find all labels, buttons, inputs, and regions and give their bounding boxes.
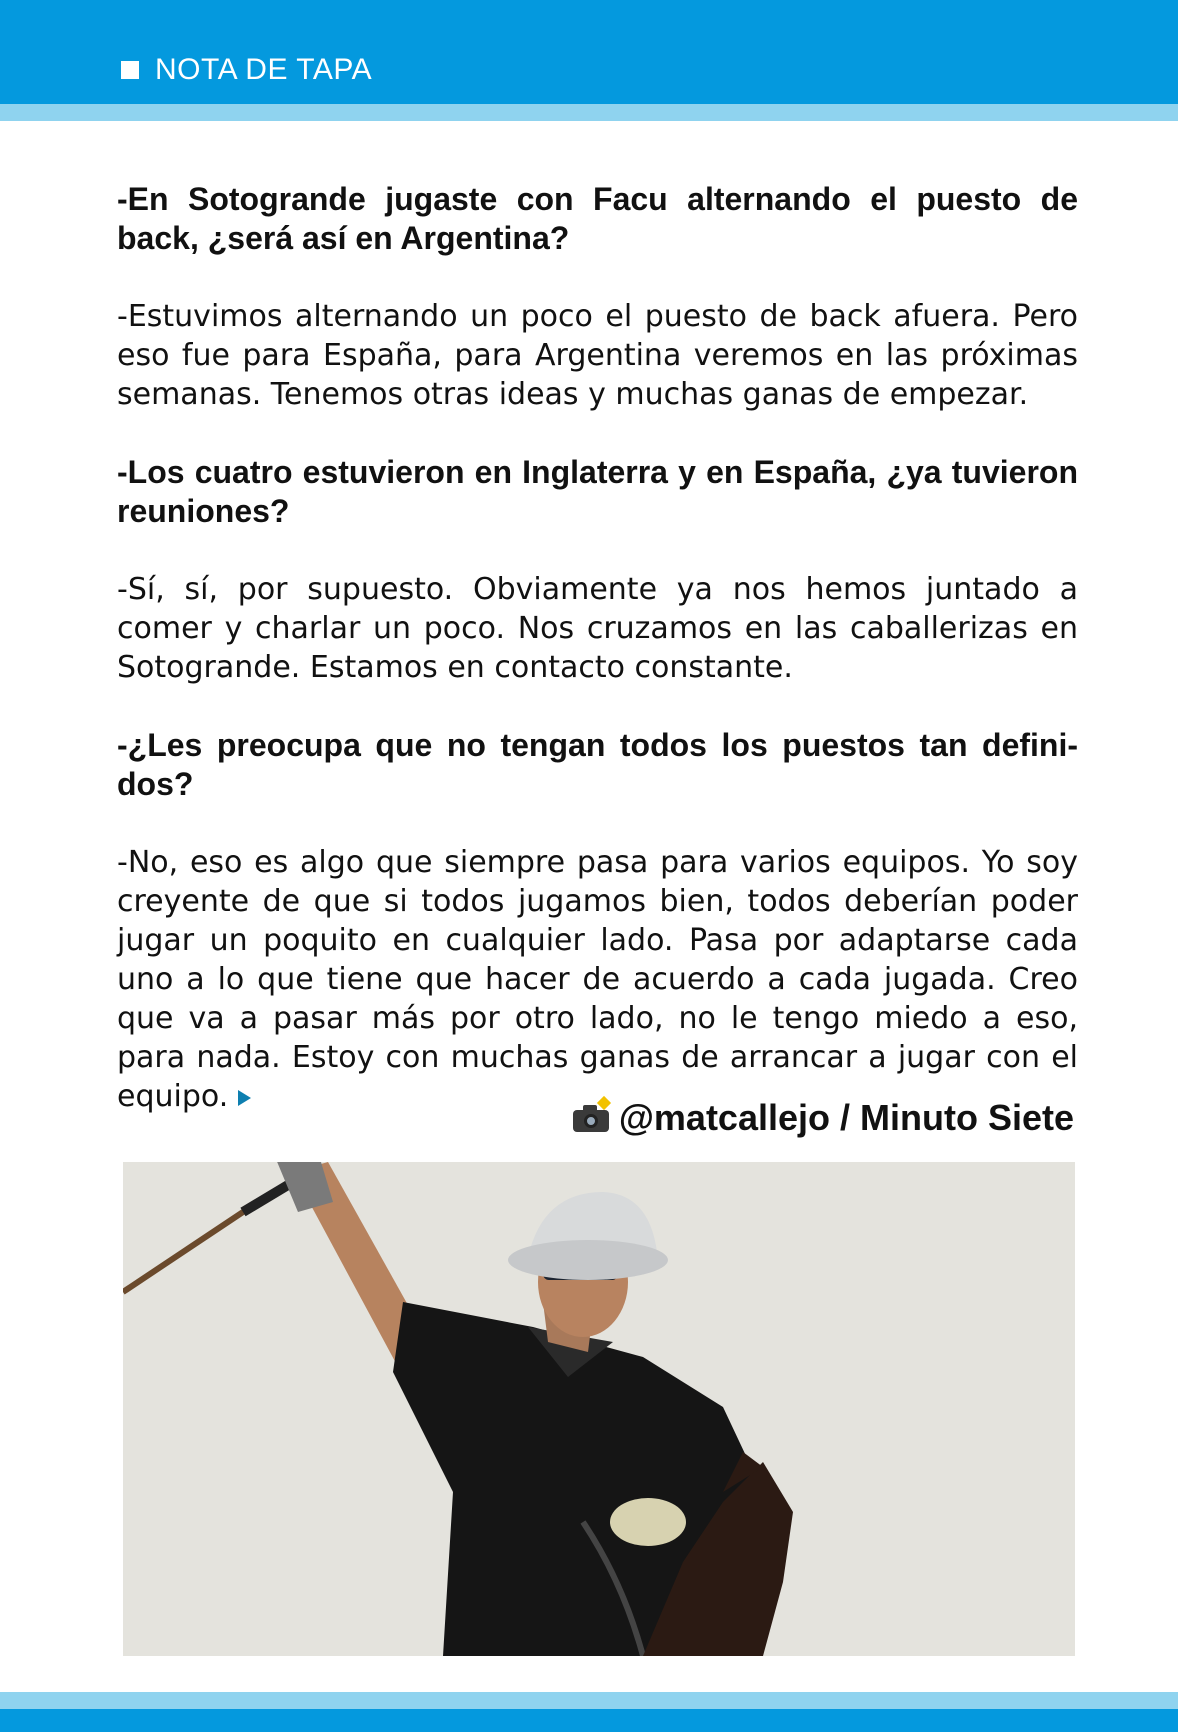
- answer-2: -Sí, sí, por supuesto. Obviamente ya nos hemos juntado a comer y charlar un poco. Nos cruzamos en las caballerizas en Sotogrande. Estamos en contacto constante.: [117, 572, 1078, 685]
- section-label-text: NOTA DE TAPA: [155, 53, 373, 86]
- question-2: -Los cuatro estuvieron en Inglaterra y en España, ¿ya tuvieron reuniones?: [117, 454, 1078, 529]
- photo-credit: [573, 1097, 1074, 1139]
- triangle-right-icon: [238, 1090, 251, 1106]
- answer-3-text: -No, eso es algo que siempre pasa para varios equipos. Yo soy creyente de que si todos jugamos bien, todos deberían poder jugar un poquito en cualquier lado. Pasa por adaptarse cada uno a lo que tiene que hacer de acuerdo a cada jugada. Creo que va a pasar más por otro lado, no le tengo miedo a eso, para nada. Estoy con muchas ganas de arrancar a jugar con el equipo.: [117, 845, 1078, 1114]
- footer-stripe: [0, 1692, 1178, 1709]
- question-1: -En Sotogrande jugaste con Facu alternando el puesto de back, ¿será así en Argentina?: [117, 181, 1078, 256]
- answer-3: [117, 843, 1078, 1116]
- polo-player-illustration: [123, 1162, 1075, 1656]
- camera-flash-icon: [573, 1104, 609, 1132]
- section-label: [121, 50, 372, 90]
- square-bullet-icon: [121, 61, 139, 79]
- header-stripe: [0, 104, 1178, 121]
- answer-1: -Estuvimos alternando un poco el puesto de back afuera. Pero eso fue para España, para Argentina veremos en las próximas semanas. Tenemos otras ideas y muchas ganas de empezar.: [117, 299, 1078, 412]
- interview-body: [117, 180, 1078, 1116]
- question-3: -¿Les preocupa que no tengan todos los puestos tan defini-dos?: [117, 727, 1078, 802]
- footer-bar: [0, 1709, 1178, 1732]
- polo-player-photo: [123, 1162, 1075, 1656]
- photo-credit-text: @matcallejo / Minuto Siete: [618, 1097, 1074, 1138]
